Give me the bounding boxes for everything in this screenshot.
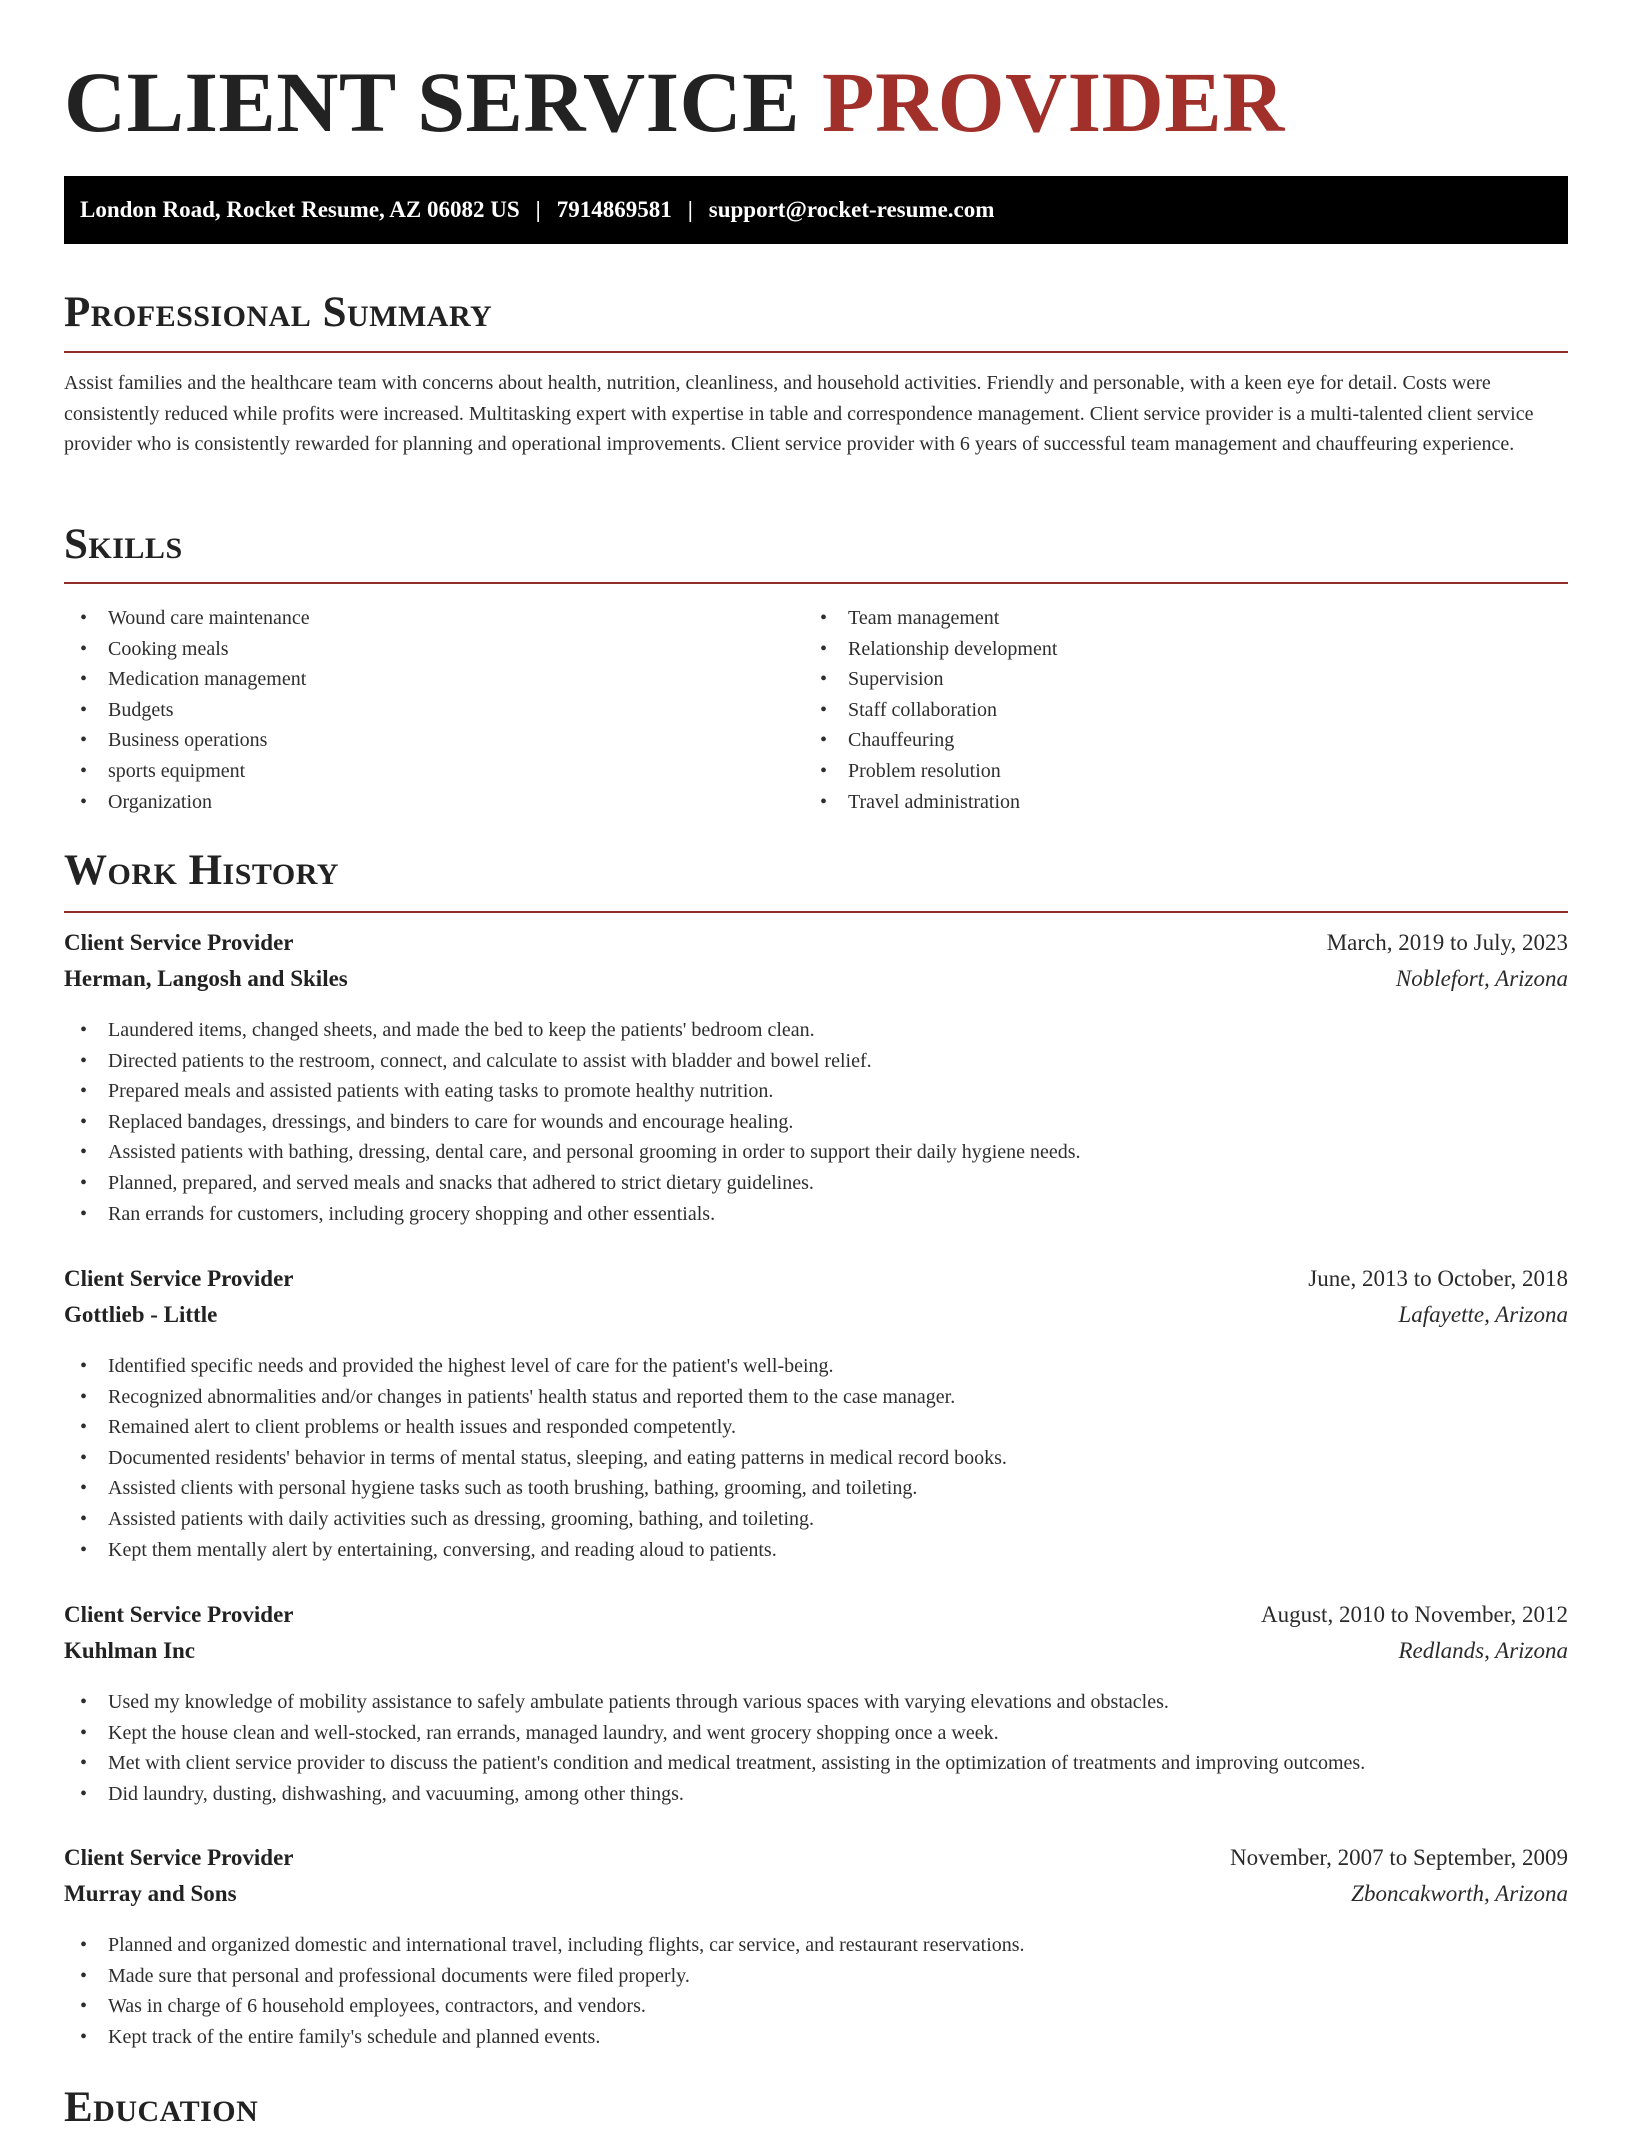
job-bullet: • Kept them mentally alert by entertaining, conversing, and reading aloud to patients. (64, 1535, 1568, 1566)
skill-item: • Cooking meals (64, 634, 310, 665)
section-title-education: Education (64, 2084, 259, 2131)
title-primary: CLIENT SERVICE (64, 54, 801, 150)
resume-title (64, 56, 1285, 148)
job-bullet: • Assisted patients with daily activities such as dressing, grooming, bathing, and toileting. (64, 1504, 1568, 1535)
job-title: Client Service Provider (64, 1602, 294, 1627)
job-bullet: • Was in charge of 6 household employees, contractors, and vendors. (64, 1991, 1568, 2022)
contact-phone: 7914869581 (556, 197, 672, 222)
job-bullet: • Ran errands for customers, including grocery shopping and other essentials. (64, 1199, 1568, 1230)
job-dates: November, 2007 to September, 2009 (1230, 1845, 1568, 1870)
job-bullets (64, 1351, 1568, 1565)
job-title: Client Service Provider (64, 1266, 294, 1291)
skill-item: • Team management (804, 603, 1057, 634)
skill-item: • Medication management (64, 664, 310, 695)
job-company: Kuhlman Inc (64, 1638, 196, 1663)
job-bullet: • Kept the house clean and well-stocked, ran errands, managed laundry, and went grocery shopping once a week. (64, 1718, 1568, 1749)
job-bullet: • Met with client service provider to discuss the patient's condition and medical treatment, assisting in the optimization of treatments and improving outcomes. (64, 1748, 1568, 1779)
title-accent: PROVIDER (822, 54, 1285, 150)
contact-bar (64, 176, 1568, 244)
job-company: Murray and Sons (64, 1881, 237, 1906)
job-bullet: • Identified specific needs and provided the highest level of care for the patient's well-being. (64, 1351, 1568, 1382)
job-bullet: • Directed patients to the restroom, connect, and calculate to assist with bladder and bowel relief. (64, 1046, 1568, 1077)
job-entry (64, 1602, 1568, 1809)
job-bullet: • Assisted clients with personal hygiene tasks such as tooth brushing, bathing, grooming, and toileting. (64, 1473, 1568, 1504)
job-bullet: • Recognized abnormalities and/or changes in patients' health status and reported them to the case manager. (64, 1382, 1568, 1413)
job-location: Zboncakworth, Arizona (1351, 1881, 1568, 1906)
job-bullet: • Assisted patients with bathing, dressing, dental care, and personal grooming in order to support their daily hygiene needs. (64, 1137, 1568, 1168)
job-bullets (64, 1687, 1568, 1809)
section-title-summary: Professional Summary (64, 289, 493, 336)
section-title-work-history: Work History (64, 847, 339, 894)
job-bullets (64, 1015, 1568, 1229)
job-entry (64, 1266, 1568, 1565)
skill-item: • sports equipment (64, 756, 310, 787)
skill-item: • Travel administration (804, 787, 1057, 818)
job-title: Client Service Provider (64, 1845, 294, 1870)
job-location: Noblefort, Arizona (1395, 966, 1568, 991)
skill-item: • Wound care maintenance (64, 603, 310, 634)
job-bullet: • Kept track of the entire family's schedule and planned events. (64, 2022, 1568, 2053)
job-bullet: • Used my knowledge of mobility assistance to safely ambulate patients through various spaces with varying elevations and obstacles. (64, 1687, 1568, 1718)
skill-item: • Supervision (804, 664, 1057, 695)
skill-item: • Business operations (64, 725, 310, 756)
skill-item: • Organization (64, 787, 310, 818)
job-location: Redlands, Arizona (1398, 1638, 1568, 1663)
job-entry (64, 1845, 1568, 2052)
section-divider (64, 911, 1568, 913)
job-bullet: • Laundered items, changed sheets, and made the bed to keep the patients' bedroom clean. (64, 1015, 1568, 1046)
job-entry (64, 930, 1568, 1229)
skill-item: • Staff collaboration (804, 695, 1057, 726)
contact-separator: | (687, 197, 693, 222)
summary-text: Assist families and the healthcare team with concerns about health, nutrition, cleanliness, and household activities. Friendly and personable, with a keen eye for detail. Costs were consistently reduced while profits were increased. Multitasking expert with expertise in table and correspondence management. Client service provider is a multi-talented client service provider who is consistently rewarded for planning and operational improvements. Client service provider with 6 years of successful team management and chauffeuring experience. (64, 372, 1534, 455)
job-bullet: • Planned and organized domestic and international travel, including flights, car service, and restaurant reservations. (64, 1930, 1568, 1961)
skill-item: • Chauffeuring (804, 725, 1057, 756)
skills-list-right (804, 603, 1057, 817)
job-company: Herman, Langosh and Skiles (64, 966, 348, 991)
job-bullet: • Made sure that personal and professional documents were filed properly. (64, 1961, 1568, 1992)
job-bullet: • Prepared meals and assisted patients with eating tasks to promote healthy nutrition. (64, 1076, 1568, 1107)
job-bullets (64, 1930, 1568, 2052)
contact-separator: | (535, 197, 541, 222)
skill-item: • Relationship development (804, 634, 1057, 665)
section-divider (64, 351, 1568, 353)
job-dates: August, 2010 to November, 2012 (1261, 1602, 1568, 1627)
skills-list-left (64, 603, 310, 817)
job-bullet: • Planned, prepared, and served meals and snacks that adhered to strict dietary guidelines. (64, 1168, 1568, 1199)
job-bullet: • Did laundry, dusting, dishwashing, and vacuuming, among other things. (64, 1779, 1568, 1810)
job-dates: June, 2013 to October, 2018 (1308, 1266, 1568, 1291)
job-dates: March, 2019 to July, 2023 (1326, 930, 1568, 955)
job-company: Gottlieb - Little (64, 1302, 218, 1327)
contact-email: support@rocket-resume.com (708, 197, 995, 222)
contact-address: London Road, Rocket Resume, AZ 06082 US (80, 197, 520, 222)
job-bullet: • Remained alert to client problems or health issues and responded competently. (64, 1412, 1568, 1443)
section-title-skills: Skills (64, 521, 183, 568)
job-title: Client Service Provider (64, 930, 294, 955)
job-bullet: • Documented residents' behavior in terms of mental status, sleeping, and eating patterns in medical record books. (64, 1443, 1568, 1474)
job-bullet: • Replaced bandages, dressings, and binders to care for wounds and encourage healing. (64, 1107, 1568, 1138)
job-location: Lafayette, Arizona (1398, 1302, 1568, 1327)
skill-item: • Budgets (64, 695, 310, 726)
section-divider (64, 582, 1568, 584)
skill-item: • Problem resolution (804, 756, 1057, 787)
